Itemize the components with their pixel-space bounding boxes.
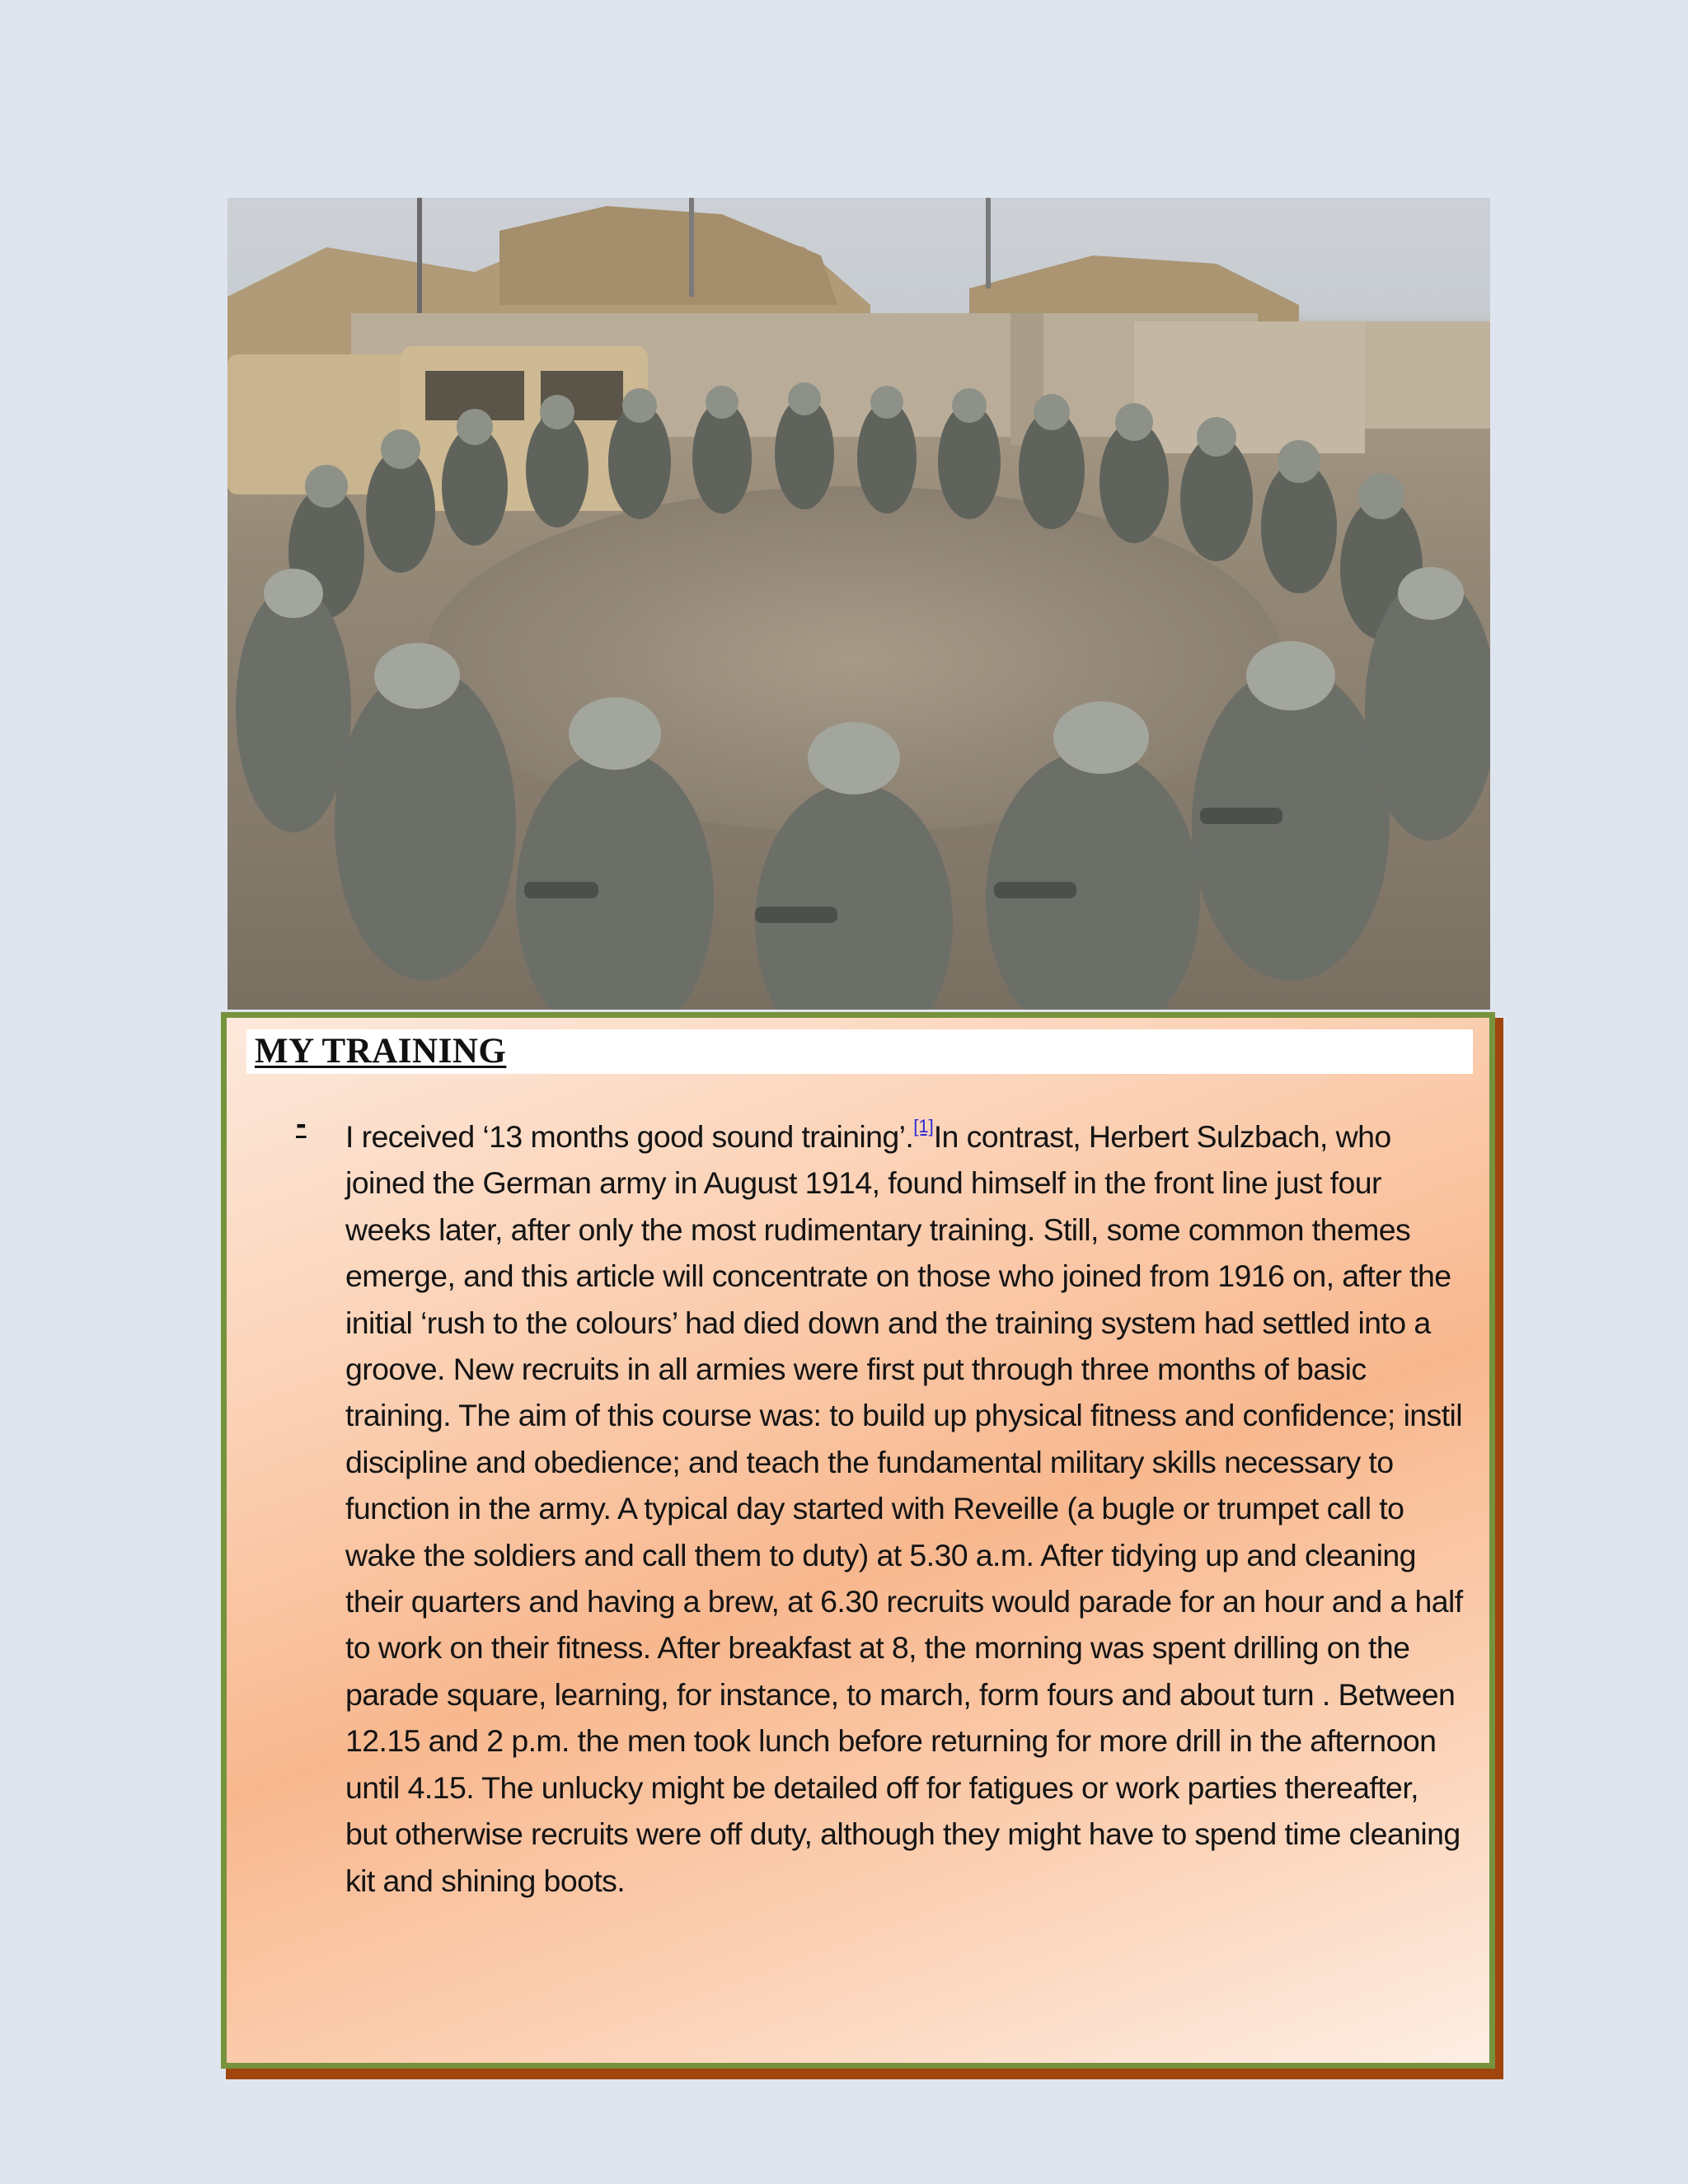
list-bullet: - [296, 1107, 307, 1141]
training-card [221, 1012, 1495, 2069]
paragraph-rest: In contrast, Herbert Sulzbach, who joined the German army in August 1914, found himself in the front line just four weeks later, after only the most rudimentary training. Still, some common themes emerge, and this article will concentrate on those who joined from 1916 on, after the initial ‘rush to the colours’ had died down and the training system had settled into a groove. New recruits in all armies were first put through three months of basic training. The aim of this course was: to build up physical fitness and confidence; instil discipline and obedience; and teach the fundamental military skills necessary to function in the army. A typical day started with Reveille (a bugle or trumpet call to wake the soldiers and call them to duty) at 5.30 a.m. After tidying up and cleaning their quarters and having a brew, at 6.30 recruits would parade for an hour and a half to work on their fitness. After breakfast at 8, the morning was spent drilling on the parade square, learning, for instance, to march, form fours and about turn . Between 12.15 and 2 p.m. the men took lunch before returning for more drill in the afternoon until 4.15. The unlucky might be detailed off for fatigues or work parties thereafter, but otherwise recruits were off duty, although they might have to spend time cleaning kit and shining boots. [345, 1119, 1463, 1898]
section-heading: MY TRAINING [255, 1032, 507, 1071]
paragraph-start: I received ‘13 months good sound training’. [345, 1119, 914, 1154]
footnote-link[interactable]: [1] [913, 1116, 934, 1137]
training-paragraph [345, 1104, 1465, 1904]
heading-bar [246, 1029, 1473, 1074]
soldiers-circle-photo [227, 198, 1490, 1010]
